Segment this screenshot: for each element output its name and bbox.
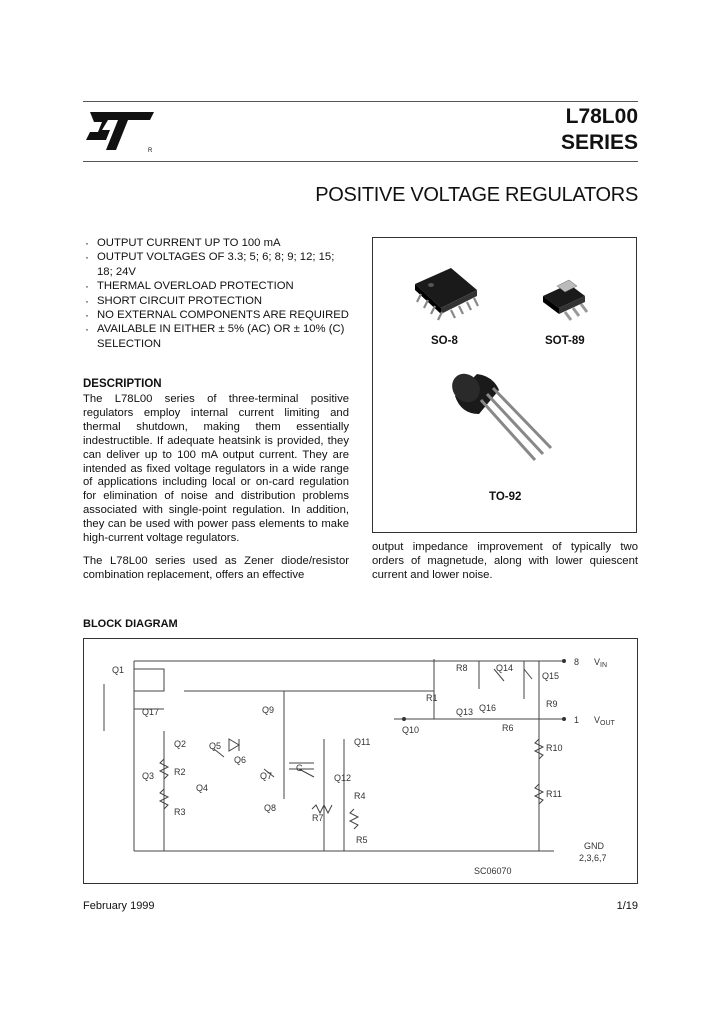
label-r8: R8 (456, 663, 468, 673)
label-r9: R9 (546, 699, 558, 709)
top-rule (83, 101, 638, 102)
product-code: L78L00 (565, 105, 638, 128)
label-q14: Q14 (496, 663, 514, 673)
label-r3: R3 (174, 807, 186, 817)
diagram-ref: SC06070 (474, 866, 512, 876)
sot89-label: SOT-89 (545, 335, 585, 347)
gnd-pins: 2,3,6,7 (579, 853, 607, 863)
sot89-package-image (543, 280, 587, 320)
block-diagram-box (83, 638, 638, 884)
description-heading: DESCRIPTION (83, 378, 162, 390)
pin-in-number: 8 (574, 657, 580, 667)
pin-out-number: 1 (574, 715, 580, 725)
gnd-label: GND (584, 841, 604, 851)
footer-date: February 1999 (83, 900, 155, 912)
label-q6: Q6 (234, 755, 247, 765)
label-q10: Q10 (402, 725, 420, 735)
document-title: POSITIVE VOLTAGE REGULATORS (315, 184, 638, 206)
label-q4: Q4 (196, 783, 209, 793)
label-r6: R6 (502, 723, 514, 733)
label-q2: Q2 (174, 739, 187, 749)
so8-package-image (415, 268, 478, 320)
description-paragraph-2: The L78L00 series used as Zener diode/resistor combination replacement, offers an effective (83, 555, 349, 581)
feature-item: · THERMAL OVERLOAD PROTECTION (83, 279, 353, 293)
label-c: C (296, 763, 303, 773)
to92-label: TO-92 (489, 491, 522, 503)
label-r10: R10 (546, 743, 563, 753)
label-q11: Q11 (354, 737, 371, 747)
label-q12: Q12 (334, 773, 352, 783)
label-q13: Q13 (456, 707, 474, 717)
feature-item: · NO EXTERNAL COMPONENTS ARE REQUIRED (83, 308, 353, 322)
st-logo (84, 108, 156, 152)
label-r7: R7 (312, 813, 324, 823)
label-r4: R4 (354, 791, 366, 801)
header-bottom-rule (83, 161, 638, 162)
vout-label-main: V (594, 715, 601, 725)
vout-label-sub: OUT (600, 720, 615, 727)
label-q3: Q3 (142, 771, 155, 781)
package-box (372, 237, 637, 533)
product-name (561, 104, 638, 156)
to92-package-image (446, 368, 551, 460)
description-paragraph-3: output impedance improvement of typically two orders of magnetude, along with lower quiescent current and lower noise. (372, 541, 638, 581)
vin-label-main: V (594, 657, 601, 667)
label-q8: Q8 (264, 803, 277, 813)
logo-mark-r: R (148, 148, 153, 152)
block-diagram-schematic (84, 639, 637, 883)
label-q9: Q9 (262, 705, 275, 715)
vin-label (594, 657, 607, 669)
footer-page-number: 1/19 (616, 900, 638, 912)
label-q17: Q17 (142, 707, 160, 717)
feature-item: · AVAILABLE IN EITHER ± 5% (AC) OR ± 10% (C) SELECTION (83, 322, 353, 351)
label-q16: Q16 (479, 703, 497, 713)
product-series: SERIES (560, 131, 638, 154)
label-q7: Q7 (260, 771, 273, 781)
feature-item: · OUTPUT CURRENT UP TO 100 mA (83, 236, 353, 250)
label-q15: Q15 (542, 671, 560, 681)
package-illustrations (373, 238, 636, 532)
vin-label-sub: IN (600, 662, 608, 669)
feature-item: · OUTPUT VOLTAGES OF 3.3; 5; 6; 8; 9; 12; 15; 18; 24V (83, 250, 353, 279)
vout-label (594, 715, 616, 727)
feature-list (83, 236, 353, 351)
label-r11: R11 (546, 789, 562, 799)
label-q5: Q5 (209, 741, 222, 751)
label-r1: R1 (426, 693, 438, 703)
label-r2: R2 (174, 767, 186, 777)
description-paragraph-1: The L78L00 series of three-terminal positive regulators employ internal current limiting and thermal shutdown, making them essentially indestructible. If adequate heatsink is provided, they can deliver up to 100 mA output current. They are intended as fixed voltage regulators in a wide range of applications including local or on-card regulation for elimination of noise and distribution problems associated with single-point regulation. In addition, they can be used with power pass elements to make high-current voltage regulators. (83, 393, 349, 545)
block-diagram-heading: BLOCK DIAGRAM (83, 618, 178, 630)
label-r5: R5 (356, 835, 368, 845)
label-q1: Q1 (112, 665, 125, 675)
feature-item: · SHORT CIRCUIT PROTECTION (83, 294, 353, 308)
so8-label: SO-8 (431, 335, 458, 347)
